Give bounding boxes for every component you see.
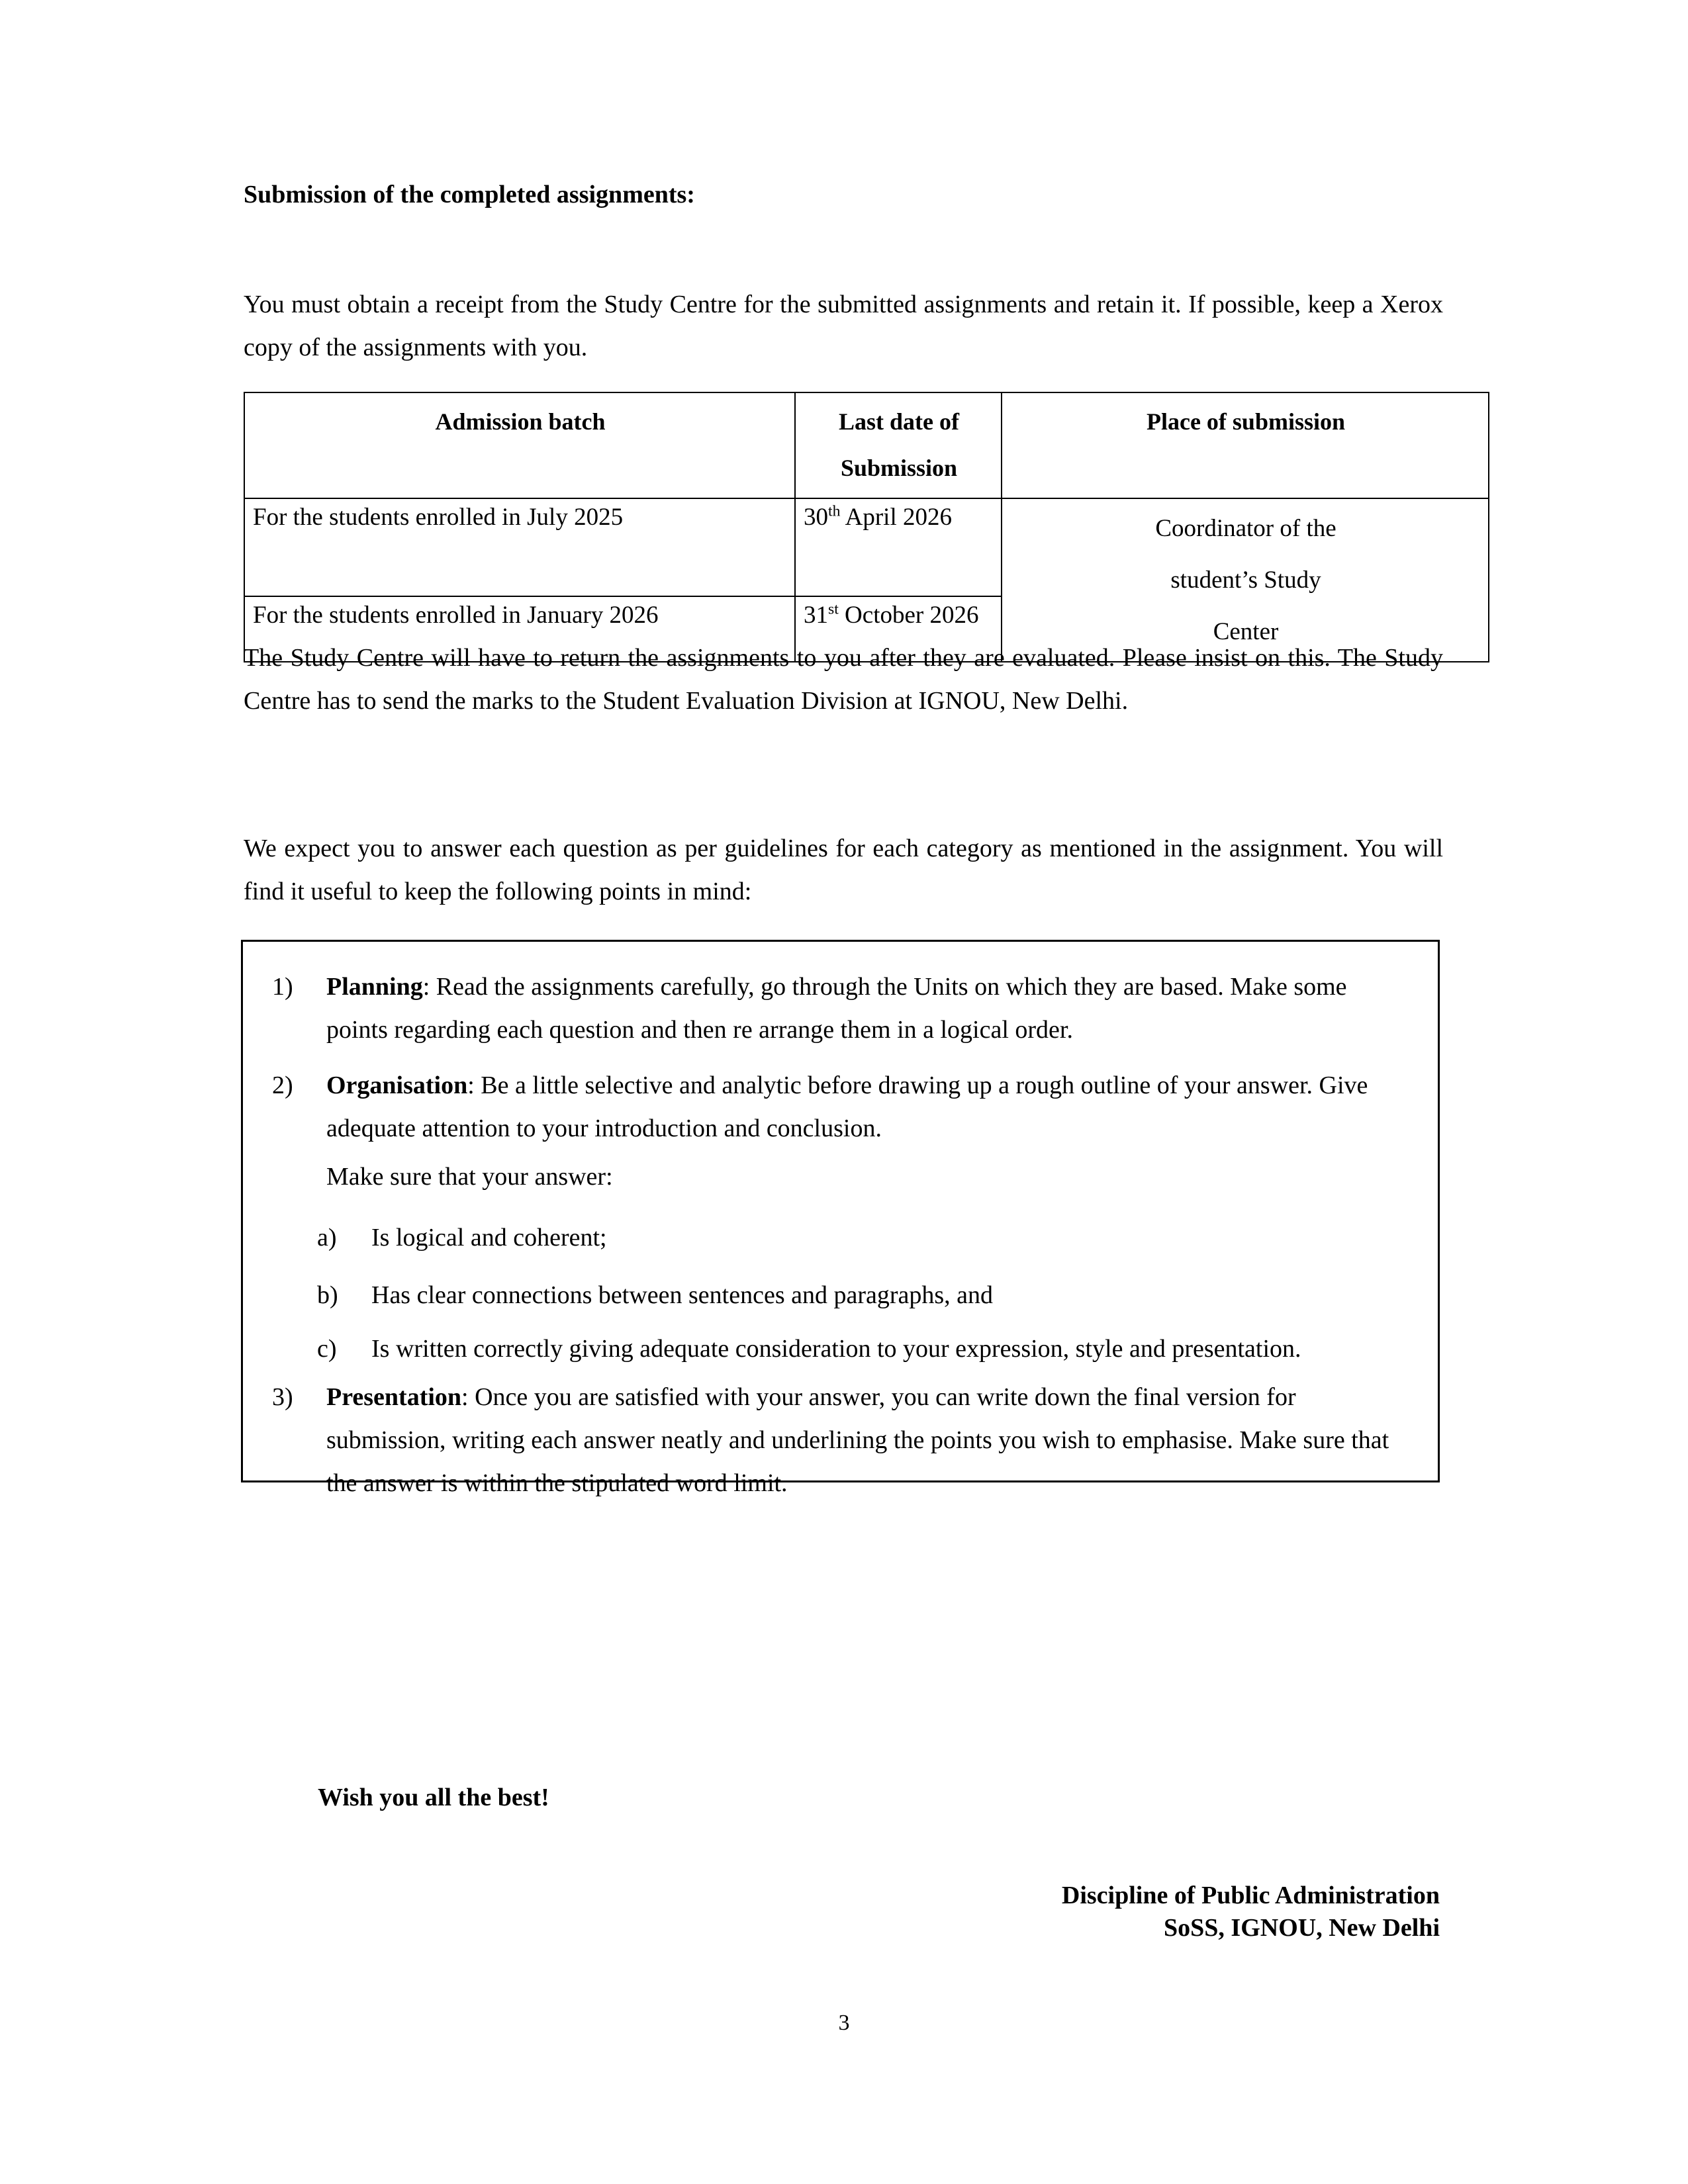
guideline-item-1-marker: 1) — [272, 973, 293, 1001]
guideline-item-2-text: : Be a little selective and analytic before drawing up a rough outline of your answer. Give adequate attention to your introduction and conclusion. — [326, 1071, 1368, 1143]
guideline-item-1-text: : Read the assignments carefully, go through the Units on which they are based. Make some points regarding each question and then re arrange them in a logical order. — [326, 973, 1347, 1044]
guidelines-intro-block — [244, 827, 1443, 914]
table-header-last-date — [795, 392, 1002, 498]
guideline-item-2-label: Organisation — [326, 1071, 468, 1099]
intro-paragraph-block — [244, 283, 1443, 370]
place-line-1: Coordinator of the — [1155, 515, 1336, 543]
table-header-row — [244, 392, 1489, 498]
page-number: 3 — [838, 2011, 850, 2035]
table-row — [244, 498, 1489, 596]
place-line-2: student’s Study — [1170, 567, 1321, 594]
date-day: 31 — [804, 602, 828, 629]
signoff-discipline: Discipline of Public Administration — [1061, 1882, 1440, 1909]
table-header-last-date-line1: Last date of — [839, 408, 959, 435]
date-rest: April 2026 — [840, 504, 952, 531]
intro-paragraph: You must obtain a receipt from the Study Centre for the submitted assignments and retain it. If possible, keep a Xerox copy of the assignments with you. — [244, 291, 1443, 362]
make-sure-line: Make sure that your answer: — [326, 1163, 613, 1191]
submission-table-wrapper — [244, 392, 1443, 662]
date-rest: October 2026 — [838, 602, 979, 629]
signoff-institution: SoSS, IGNOU, New Delhi — [1164, 1913, 1440, 1942]
place-line-3: Center — [1213, 617, 1279, 645]
guideline-item-2-marker: 2) — [272, 1071, 293, 1099]
guidelines-box — [241, 940, 1440, 1498]
guideline-subitem-c — [272, 1332, 1409, 1365]
guideline-subitem-a-text: Is logical and coherent; — [371, 1223, 607, 1251]
table-header-admission-batch: Admission batch — [244, 392, 795, 498]
table-header-last-date-line2: Submission — [840, 455, 958, 482]
after-table-paragraph: The Study Centre will have to return the assignments to you after they are evaluated. Please insist on this. The Study Centre has to send the marks to the Student Evaluation Division at IGNOU, New Delhi. — [244, 644, 1443, 715]
guideline-item-1-label: Planning — [326, 973, 423, 1001]
guideline-subitem-a — [272, 1216, 1409, 1259]
guideline-subitem-c-marker: c) — [317, 1334, 337, 1363]
guideline-item-3-marker: 3) — [272, 1383, 293, 1411]
page-title: Submission of the completed assignments: — [244, 181, 695, 208]
guideline-subitem-b — [272, 1274, 1409, 1317]
table-cell-batch-january: For the students enrolled in January 2026 — [244, 596, 795, 662]
table-header-place: Place of submission — [1002, 392, 1489, 498]
guideline-subitem-b-marker: b) — [317, 1281, 338, 1310]
guideline-subitem-a-marker: a) — [317, 1223, 337, 1251]
guideline-item-2 — [272, 1064, 1409, 1151]
section-heading-block — [244, 180, 1443, 209]
wish-you-all-the-best: Wish you all the best! — [318, 1784, 549, 1811]
guideline-item-3-text: : Once you are satisfied with your answer, you can write down the final version for submission, writing each answer neatly and underlining the points you wish to emphasise. Make sure that the answer is within the stipulated word limit. — [326, 1383, 1389, 1498]
table-cell-date-april — [795, 498, 1002, 596]
guideline-subitem-b-text: Has clear connections between sentences and paragraphs, and — [371, 1281, 994, 1310]
guideline-item-3-label: Presentation — [326, 1383, 462, 1411]
submission-table — [244, 392, 1489, 662]
guideline-subitem-c-text: Is written correctly giving adequate consideration to your expression, style and presentation. — [371, 1334, 1301, 1363]
table-cell-batch-july: For the students enrolled in July 2025 — [244, 498, 795, 596]
date-ordinal-suffix: st — [828, 600, 839, 618]
signoff-block — [1062, 1880, 1440, 1944]
guideline-item-1 — [272, 966, 1409, 1052]
date-day: 30 — [804, 504, 828, 531]
date-ordinal-suffix: th — [828, 503, 841, 521]
guideline-item-3 — [272, 1376, 1409, 1506]
after-table-paragraph-block — [244, 637, 1443, 723]
guidelines-intro-paragraph: We expect you to answer each question as per guidelines for each category as mentioned in the assignment. You will find it useful to keep the following points in mind: — [244, 835, 1443, 906]
